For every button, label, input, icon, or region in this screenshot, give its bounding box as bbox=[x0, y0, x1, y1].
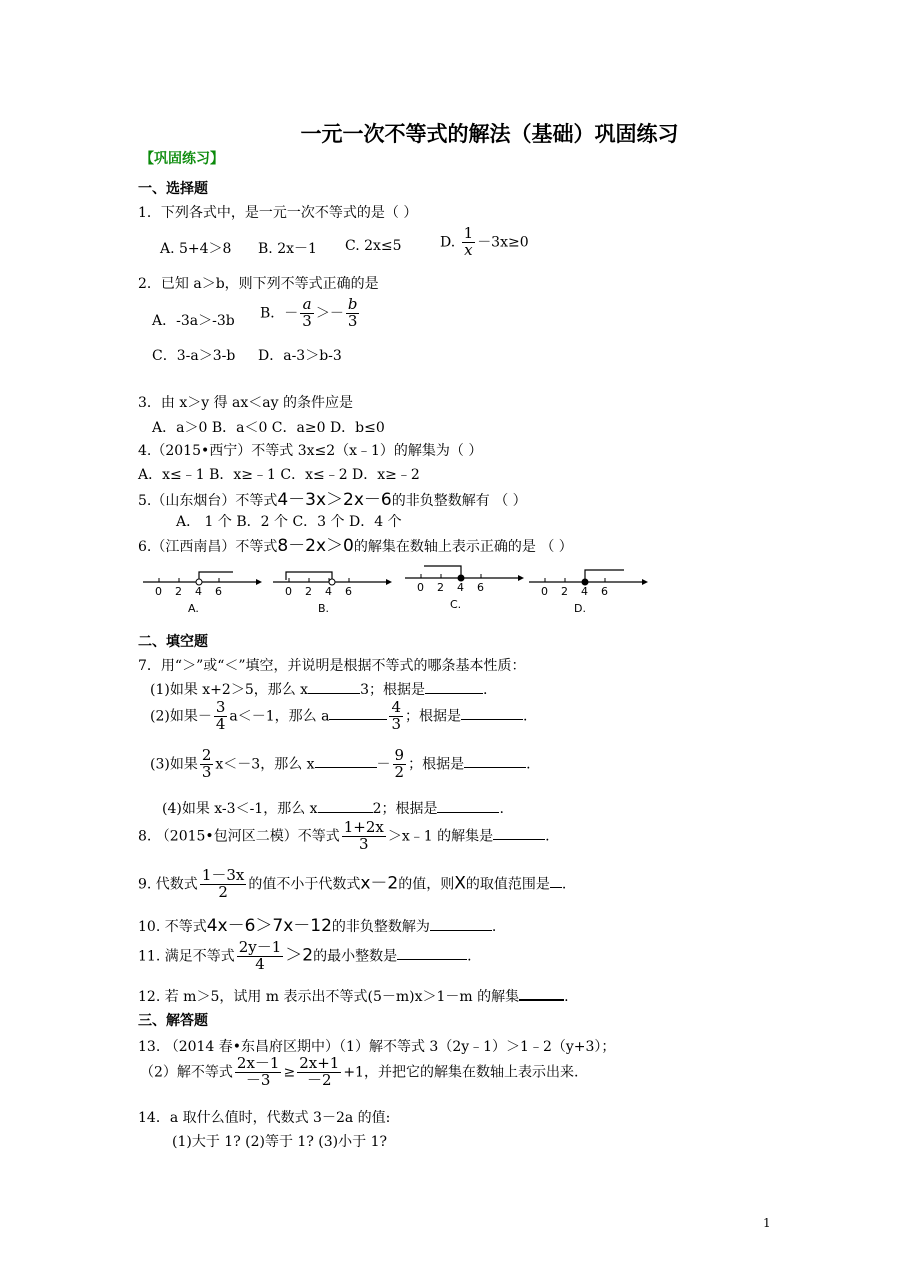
q7-p4-text: (4)如果 x-3＜-1，那么 x bbox=[162, 801, 318, 817]
q1-stem: 1．下列各式中，是一元一次不等式的是（ ） bbox=[138, 205, 418, 221]
q10-blank[interactable] bbox=[430, 917, 492, 931]
q7-stem: 7．用“＞”或“＜”填空，并说明是根据不等式的哪条基本性质： bbox=[138, 658, 526, 674]
q2-stem: 2．已知 a＞b，则下列不等式正确的是 bbox=[138, 276, 379, 292]
q8-den: 3 bbox=[358, 834, 369, 853]
q7-part4 bbox=[162, 798, 504, 818]
q13-lhs-num: 2x－1 bbox=[236, 1054, 280, 1072]
q9-dot: . bbox=[561, 876, 567, 893]
q9-var: X bbox=[454, 873, 466, 894]
tick-label: 2 bbox=[305, 585, 312, 598]
q13-lhs bbox=[235, 1056, 282, 1089]
q12-blank[interactable] bbox=[519, 986, 564, 1001]
q7-p3-num: 2 bbox=[201, 746, 212, 764]
tick-label: 2 bbox=[437, 581, 444, 594]
q11-prefix: 11. 满足不等式 bbox=[138, 948, 235, 965]
q9-suffix: 的取值范围是 bbox=[465, 876, 550, 893]
label-c: C. bbox=[450, 598, 462, 611]
number-line-a[interactable] bbox=[143, 572, 262, 615]
q7-p2-text2: a＜－1，那么 a bbox=[229, 708, 330, 725]
q8-dot: . bbox=[545, 828, 550, 845]
q1-d-fraction bbox=[462, 226, 476, 259]
tick-label: 0 bbox=[155, 585, 162, 598]
q7-part2 bbox=[150, 700, 527, 733]
tick-label: 2 bbox=[561, 585, 568, 598]
q10-line bbox=[138, 911, 496, 936]
q7-p2-den2: 3 bbox=[391, 714, 401, 733]
page-title: 一元一次不等式的解法（基础）巩固练习 bbox=[300, 122, 679, 146]
q7-p2-num: 3 bbox=[215, 698, 226, 716]
q1-d-suffix: －3x≥0 bbox=[477, 234, 529, 251]
q7-dot: . bbox=[526, 756, 531, 773]
q6-line bbox=[138, 531, 573, 556]
q7-p1-text: (1)如果 x+2＞5，那么 x bbox=[150, 682, 309, 698]
q7-p3-text2: x＜－3，那么 x bbox=[215, 756, 315, 773]
q7-p3-frac bbox=[200, 748, 214, 781]
tick-label: 2 bbox=[175, 585, 182, 598]
q5-expr: 4－3x＞2x－6 bbox=[277, 490, 392, 510]
section-solve: 三、解答题 bbox=[138, 1013, 208, 1029]
q13-rhs-den: －2 bbox=[306, 1070, 332, 1089]
q5-suffix: 的非负整数解有 （ ） bbox=[391, 493, 527, 509]
label-a: A. bbox=[188, 602, 199, 615]
q8-frac bbox=[342, 820, 386, 853]
q14-parts: (1)大于 1? (2)等于 1? (3)小于 1? bbox=[172, 1134, 387, 1150]
q2-b-lhs bbox=[300, 297, 314, 330]
q5-prefix: 5.（山东烟台）不等式 bbox=[138, 493, 278, 509]
q7-p4-text2: 2；根据是 bbox=[372, 801, 438, 817]
section-fill: 二、填空题 bbox=[138, 634, 208, 650]
q6-suffix: 的解集在数轴上表示正确的是 （ ） bbox=[353, 539, 573, 555]
q13-line2 bbox=[140, 1056, 578, 1089]
q6-prefix: 6.（江西南昌）不等式 bbox=[138, 539, 278, 555]
q1-option-a: A. 5+4＞8 bbox=[160, 241, 232, 257]
q7-p3-text3: ；根据是 bbox=[408, 756, 465, 773]
q2-b-rhs bbox=[346, 297, 360, 330]
q4-options: A．x≤﹣1 B．x≥﹣1 C．x≤﹣2 D．x≥﹣2 bbox=[138, 467, 420, 483]
number-line-b[interactable] bbox=[273, 572, 392, 615]
q3-stem: 3．由 x＞y 得 ax＜ay 的条件应是 bbox=[138, 395, 354, 411]
tick-label: 4 bbox=[457, 581, 464, 594]
q7-dot: . bbox=[483, 682, 488, 698]
q9-num: 1－3x bbox=[201, 866, 245, 884]
q11-blank[interactable] bbox=[397, 946, 467, 960]
q9-blank[interactable] bbox=[550, 874, 562, 888]
q12-text: 12. 若 m＞5，试用 m 表示出不等式(5－m)x＞1－m 的解集 bbox=[138, 989, 520, 1005]
tick-label: 6 bbox=[477, 581, 484, 594]
q5-line bbox=[138, 485, 527, 510]
q13-rel: ≥ bbox=[283, 1064, 296, 1081]
q11-suffix: 的最小整数是 bbox=[313, 948, 398, 965]
q10-prefix: 10. 不等式 bbox=[138, 919, 207, 935]
q9-prefix: 9. 代数式 bbox=[138, 876, 198, 893]
q7-part1 bbox=[150, 679, 487, 699]
tick-label: 0 bbox=[541, 585, 548, 598]
q11-num: 2y－1 bbox=[238, 938, 282, 956]
q4-stem: 4.（2015•西宁）不等式 3x≤2（x﹣1）的解集为（ ） bbox=[138, 443, 483, 459]
q2-b-prefix: B． bbox=[260, 305, 285, 322]
q8-num: 1+2x bbox=[343, 818, 384, 836]
q13-prefix: （2）解不等式 bbox=[140, 1064, 233, 1081]
q7-p1-blank2[interactable] bbox=[425, 680, 483, 694]
q7-p3-minus: － bbox=[376, 756, 391, 773]
number-line-c[interactable] bbox=[405, 566, 524, 611]
label-d: D. bbox=[574, 602, 586, 615]
q1-d-prefix: D. bbox=[440, 234, 456, 251]
q13-rhs bbox=[297, 1056, 341, 1089]
q2-b-lhs-num: a bbox=[300, 297, 314, 314]
q7-p2-blank2[interactable] bbox=[461, 706, 523, 720]
q7-p3-text: (3)如果 bbox=[150, 756, 198, 773]
q11-dot: . bbox=[467, 948, 472, 965]
q13-suffix: +1，并把它的解集在数轴上表示出来. bbox=[343, 1064, 579, 1081]
tick-label: 4 bbox=[325, 585, 332, 598]
q7-p4-blank2[interactable] bbox=[437, 799, 499, 813]
q9-frac bbox=[200, 868, 247, 901]
q7-p2-den: 4 bbox=[215, 714, 226, 733]
label-b: B. bbox=[318, 602, 330, 615]
section-choice: 一、选择题 bbox=[138, 181, 208, 197]
q8-line bbox=[138, 820, 550, 853]
q12-line bbox=[138, 986, 569, 1006]
q7-p2-frac2 bbox=[389, 700, 403, 733]
q7-p3-den: 3 bbox=[201, 762, 212, 781]
q6-number-lines bbox=[138, 560, 658, 620]
q11-line bbox=[138, 940, 472, 973]
q11-frac bbox=[237, 940, 284, 973]
number-line-d[interactable] bbox=[529, 570, 648, 615]
q5-options: A． 1 个 B．2 个 C．3 个 D．4 个 bbox=[176, 514, 402, 530]
q7-p3-blank1[interactable] bbox=[315, 754, 377, 768]
q11-den: 4 bbox=[255, 954, 265, 973]
q2-option-c: C．3-a＞3-b bbox=[152, 348, 236, 364]
q9-mid: 的值不小于代数式 bbox=[248, 876, 361, 893]
q3-options: A．a＞0 B．a＜0 C．a≥0 D．b≤0 bbox=[152, 420, 385, 436]
q6-expr: 8－2x＞0 bbox=[277, 536, 354, 556]
q7-p3-num2: 9 bbox=[394, 746, 405, 764]
q2-b-lhs-den: 3 bbox=[302, 311, 312, 330]
q9-mid2: 的值，则 bbox=[398, 876, 455, 893]
q14-stem: 14．a 取什么值时，代数式 3－2a 的值: bbox=[138, 1110, 391, 1126]
q13-line1: 13. （2014 春•东昌府区期中）（1）解不等式 3（2y﹣1）＞1﹣2（y+3）； bbox=[138, 1039, 616, 1055]
q2-b-rhs-den: 3 bbox=[347, 311, 358, 330]
q7-p2-text: (2)如果－ bbox=[150, 708, 212, 725]
q8-suffix: ＞x﹣1 的解集是 bbox=[387, 828, 494, 845]
q9-expr: x－2 bbox=[360, 873, 399, 894]
tick-label: 4 bbox=[581, 585, 588, 598]
q10-dot: . bbox=[491, 919, 497, 935]
q7-p3-frac2 bbox=[393, 748, 407, 781]
q7-p3-blank2[interactable] bbox=[464, 754, 526, 768]
q8-blank[interactable] bbox=[493, 826, 545, 840]
q7-p4-blank1[interactable] bbox=[318, 799, 373, 813]
q7-p2-text3: ；根据是 bbox=[405, 708, 461, 725]
q11-rel: ＞2 bbox=[285, 945, 314, 966]
q8-prefix: 8. （2015•包河区二模）不等式 bbox=[138, 828, 340, 845]
tick-label: 0 bbox=[417, 581, 424, 594]
q7-p2-num2: 4 bbox=[391, 698, 401, 716]
tick-label: 6 bbox=[601, 585, 608, 598]
q2-option-d: D．a-3＞b-3 bbox=[258, 348, 342, 364]
q7-p2-blank1[interactable] bbox=[329, 706, 387, 720]
q7-dot: . bbox=[499, 801, 504, 817]
q9-den: 2 bbox=[218, 882, 228, 901]
q13-rhs-num: 2x+1 bbox=[299, 1054, 340, 1072]
tick-label: 6 bbox=[345, 585, 352, 598]
q2-option-a: A．-3a＞-3b bbox=[152, 313, 235, 329]
tick-label: 4 bbox=[195, 585, 202, 598]
q7-p3-den2: 2 bbox=[394, 762, 405, 781]
q7-dot: . bbox=[523, 708, 528, 725]
q13-lhs-den: －3 bbox=[245, 1070, 271, 1089]
q7-part3 bbox=[150, 748, 531, 781]
tick-label: 6 bbox=[215, 585, 222, 598]
q1-option-d bbox=[440, 226, 529, 259]
q10-suffix: 的非负整数解为 bbox=[331, 919, 430, 935]
tick-label: 0 bbox=[285, 585, 292, 598]
q9-line bbox=[138, 868, 566, 901]
q7-p1-blank1[interactable] bbox=[308, 680, 360, 694]
q1-d-den: x bbox=[464, 240, 473, 259]
section-practice: 【巩固练习】 bbox=[140, 151, 224, 167]
q2-b-rhs-num: b bbox=[347, 295, 358, 313]
q1-d-num: 1 bbox=[463, 224, 474, 242]
q2-option-b: B．－ $\frac{a}{3}$ ＞－ $\frac{b}{3}$ bbox=[260, 295, 358, 330]
q12-dot: . bbox=[564, 989, 569, 1005]
q1-option-c: C. 2x≤5 bbox=[345, 238, 402, 254]
q7-p2-frac bbox=[214, 700, 228, 733]
q10-expr: 4x－6＞7x－12 bbox=[206, 916, 332, 936]
q7-p1-text2: 3；根据是 bbox=[360, 682, 425, 698]
page-number: 1 bbox=[763, 1216, 771, 1230]
q1-option-b: B. 2x－1 bbox=[258, 241, 317, 257]
